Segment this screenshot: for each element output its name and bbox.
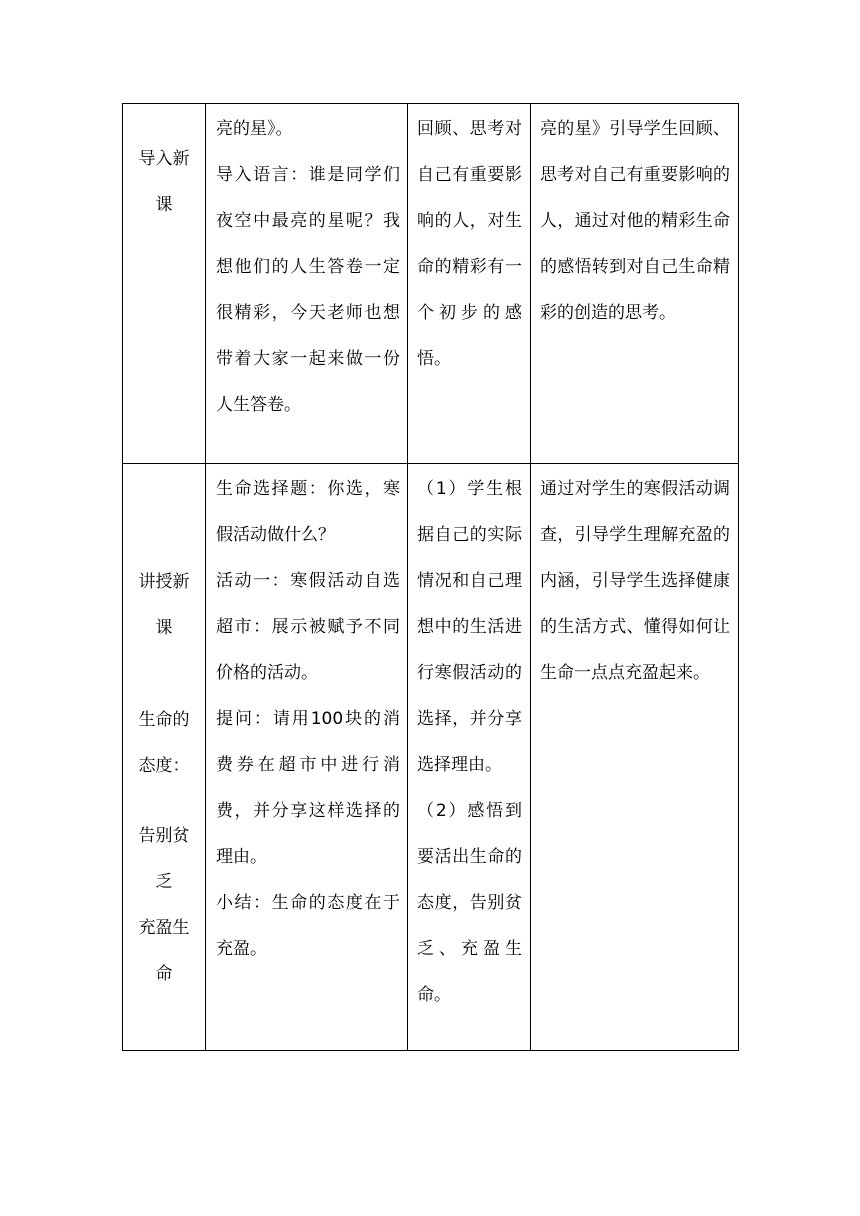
spacer [129,651,199,697]
teacher-text: 生命选择题：你选，寒假活动做什么？ [216,479,400,545]
design-intent-cell [531,464,739,1051]
stage-label: 导入新 [138,149,190,169]
teacher-text: 导入语言：谁是同学们夜空中最亮的星呢？我想他们的人生答卷一定很精彩，今天老师也想带着大家一起来做一份人生答卷。 [216,165,400,415]
teacher-text: 小结：生命的态度在于充盈。 [216,893,400,959]
teacher-activity-cell [206,104,408,464]
student-activity-cell [408,464,531,1051]
stage-label: 生命的 [138,710,190,730]
teacher-text: 亮的星》。 [216,119,293,139]
stage-label: 课 [155,618,173,638]
stage-label: 课 [155,195,173,215]
stage-label: 命 [155,964,173,984]
stage-label: 态度： [138,756,190,776]
stage-label: 充盈生 [138,918,190,938]
table-row-teaching [123,464,739,1051]
intent-text: 通过对学生的寒假活动调查，引导学生理解充盈的内涵，引导学生选择健康的生活方式、懂得如何让生命一点点充盈起来。 [540,479,730,683]
spacer [129,789,199,813]
teacher-text: 活动一：寒假活动自选超市：展示被赋予不同价格的活动。 [216,571,400,683]
teacher-activity-cell [206,464,408,1051]
student-text: （2）感悟到要活出生命的态度，告别贫乏、充盈生命。 [417,801,522,1005]
stage-cell [123,104,206,464]
stage-label: 讲授新 [138,572,190,592]
stage-label: 告别贫 [138,826,190,846]
student-text: （1）学生根据自己的实际情况和自己理想中的生活进行寒假活动的选择，并分享选择理由。 [417,479,522,775]
stage-label: 乏 [155,872,173,892]
lesson-plan-table [122,103,739,1051]
design-intent-cell [531,104,739,464]
intent-text: 亮的星》引导学生回顾、思考对自己有重要影响的人，通过对他的精彩生命的感悟转到对自己生命精彩的创造的思考。 [540,119,730,323]
student-activity-cell [408,104,531,464]
student-text: 回顾、思考对自己有重要影响的人，对生命的精彩有一个初步的感悟。 [417,119,522,369]
teacher-text: 提问：请用100块的消费券在超市中进行消费，并分享这样选择的理由。 [216,709,400,867]
table-row-intro [123,104,739,464]
stage-cell [123,464,206,1051]
